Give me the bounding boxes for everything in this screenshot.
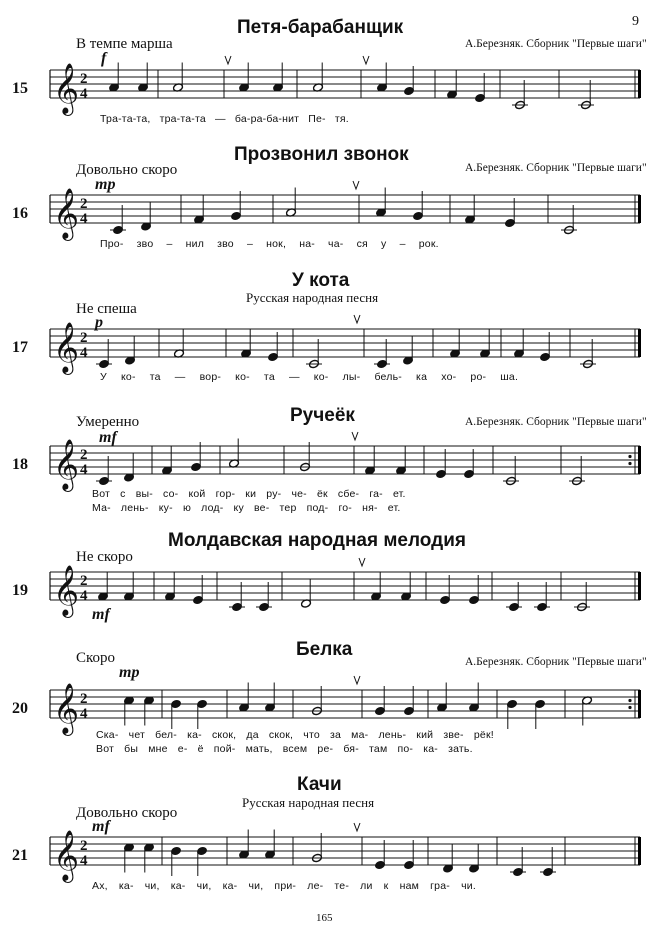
page-number: 9 [632, 14, 639, 29]
time-signature-bottom: 4 [80, 853, 88, 869]
treble-clef-icon: 𝄞 [53, 322, 80, 373]
time-signature-top: 2 [80, 838, 88, 854]
lyrics-line: Вот бы мне е- ё пой- мать, всем ре- бя- там по- ка- зать. [96, 743, 473, 755]
piece-title: Ручеёк [290, 405, 355, 426]
time-signature-top: 2 [80, 447, 88, 463]
lyrics-line: Вот с вы- со- кой гор- ки ру- че- ёк сбе- га- ет. [92, 488, 406, 500]
time-signature-bottom: 4 [80, 462, 88, 478]
tempo-marking: Довольно скоро [76, 805, 178, 821]
treble-clef-icon: 𝄞 [53, 188, 80, 239]
exercise-number: 19 [12, 582, 28, 599]
exercise-number: 18 [12, 456, 28, 473]
treble-clef-icon: 𝄞 [53, 683, 80, 734]
dynamic-marking: mf [92, 606, 110, 623]
dynamic-marking: p [95, 314, 103, 331]
treble-clef-icon: 𝄞 [53, 63, 80, 114]
treble-clef-icon: 𝄞 [53, 830, 80, 881]
piece-title: Молдавская народная мелодия [168, 530, 466, 551]
piece-subtitle: Русская народная песня [246, 290, 379, 305]
lyrics-line: Тра-та-та, тра-та-та — ба-ра-ба-нит Пе- тя. [100, 113, 349, 125]
quarter-note [197, 846, 208, 876]
piece-title: Петя-барабанщик [237, 17, 404, 38]
exercise-number: 17 [12, 339, 28, 356]
time-signature-bottom: 4 [80, 706, 88, 722]
lyrics-line: Ска- чет бел- ка- скок, да скок, что за ма- лень- кий зве- рёк! [96, 729, 494, 741]
time-signature-top: 2 [80, 196, 88, 212]
tempo-marking: Довольно скоро [76, 162, 178, 178]
piece-subtitle: Русская народная песня [242, 795, 375, 810]
exercise-number: 21 [12, 847, 28, 864]
breath-mark-icon [354, 823, 360, 831]
dynamic-marking: mf [92, 818, 110, 835]
lyrics-line: Ма- лень- ку- ю лод- ку ве- тер под- го- ня- ет. [92, 502, 401, 514]
final-thick-bar [638, 837, 641, 865]
treble-clef-icon: 𝄞 [53, 439, 80, 490]
composer-credit: А.Березняк. Сборник "Первые шаги" [465, 416, 647, 428]
time-signature-top: 2 [80, 573, 88, 589]
dynamic-marking: mp [95, 176, 116, 193]
lyrics-line: Ах, ка- чи, ка- чи, ка- чи, при- ле- те- ли к нам гра- чи. [92, 880, 476, 892]
tempo-marking: Умеренно [76, 414, 140, 430]
time-signature-bottom: 4 [80, 588, 88, 604]
exercise-number: 20 [12, 700, 28, 717]
time-signature-bottom: 4 [80, 345, 88, 361]
time-signature-top: 2 [80, 691, 88, 707]
exercise-number: 16 [12, 205, 28, 222]
tempo-marking: Скоро [76, 650, 116, 666]
dynamic-marking: mp [119, 664, 140, 681]
lyrics-line: Про- зво – нил зво – нок, на- ча- ся у – рок. [100, 238, 439, 250]
dynamic-marking: mf [99, 429, 117, 446]
composer-credit: А.Березняк. Сборник "Первые шаги" [465, 656, 647, 668]
tempo-marking: Не спеша [76, 301, 137, 317]
tempo-marking: Не скоро [76, 549, 133, 565]
composer-credit: А.Березняк. Сборник "Первые шаги" [465, 38, 647, 50]
piece-title: Прозвонил звонок [234, 144, 409, 165]
lyrics-line: У ко- та — вор- ко- та — ко- лы- бель- ка хо- ро- ша. [100, 371, 519, 383]
tempo-marking: В темпе марша [76, 36, 173, 52]
time-signature-top: 2 [80, 330, 88, 346]
piece-title: Качи [297, 774, 342, 795]
quarter-note [171, 846, 182, 876]
time-signature-bottom: 4 [80, 211, 88, 227]
piece-title: Белка [296, 639, 353, 660]
dynamic-marking: f [101, 50, 107, 67]
treble-clef-icon: 𝄞 [53, 565, 80, 616]
composer-credit: А.Березняк. Сборник "Первые шаги" [465, 162, 647, 174]
exercise-number: 15 [12, 80, 28, 97]
time-signature-bottom: 4 [80, 86, 88, 102]
piece-title: У кота [292, 270, 350, 291]
footer-page-number: 165 [316, 912, 333, 924]
time-signature-top: 2 [80, 71, 88, 87]
